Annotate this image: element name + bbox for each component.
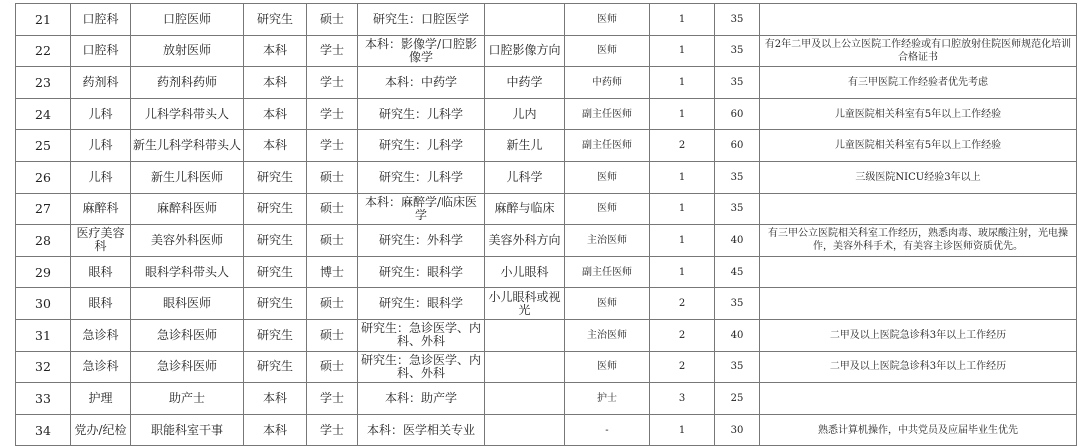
- requirement-cell: 二甲及以上医院急诊科3年以上工作经历: [760, 319, 1077, 351]
- requirement-cell: 二甲及以上医院急诊科3年以上工作经历: [760, 351, 1077, 383]
- age-limit-cell: 40: [715, 319, 760, 351]
- position-cell: 放射医师: [131, 35, 244, 67]
- title-cell: 主治医师: [565, 225, 650, 257]
- degree-cell: 学士: [307, 383, 358, 415]
- headcount-cell: 2: [650, 319, 715, 351]
- major-cell: 研究生：眼科学: [358, 256, 485, 288]
- title-cell: 副主任医师: [565, 256, 650, 288]
- position-cell: 眼科医师: [131, 288, 244, 320]
- degree-cell: 学士: [307, 67, 358, 99]
- position-cell: 麻醉科医师: [131, 193, 244, 225]
- requirement-cell: [760, 193, 1077, 225]
- age-limit-cell: 35: [715, 193, 760, 225]
- recruitment-table: [15, 3, 1077, 446]
- degree-cell: 学士: [307, 414, 358, 446]
- requirement-cell: 三级医院NICU经验3年以上: [760, 161, 1077, 193]
- row-number: 28: [16, 225, 71, 257]
- row-number: 32: [16, 351, 71, 383]
- row-number: 30: [16, 288, 71, 320]
- row-number: 23: [16, 67, 71, 99]
- major-cell: 研究生：外科学: [358, 225, 485, 257]
- position-cell: 职能科室干事: [131, 414, 244, 446]
- row-number: 29: [16, 256, 71, 288]
- department-cell: 党办/纪检: [71, 414, 131, 446]
- major-cell: 研究生：儿科学: [358, 98, 485, 130]
- table-body: [16, 4, 1077, 446]
- direction-cell: 口腔影像方向: [485, 35, 565, 67]
- department-cell: 护理: [71, 383, 131, 415]
- major-cell: 本科：中药学: [358, 67, 485, 99]
- requirement-cell: 有2年二甲及以上公立医院工作经验或有口腔放射住院医师规范化培训合格证书: [760, 35, 1077, 67]
- table-row: [16, 319, 1077, 351]
- major-cell: 本科：助产学: [358, 383, 485, 415]
- position-cell: 急诊科医师: [131, 319, 244, 351]
- position-cell: 急诊科医师: [131, 351, 244, 383]
- major-cell: 研究生：眼科学: [358, 288, 485, 320]
- headcount-cell: 3: [650, 383, 715, 415]
- education-cell: 本科: [244, 35, 307, 67]
- age-limit-cell: 35: [715, 351, 760, 383]
- direction-cell: [485, 383, 565, 415]
- table-row: [16, 98, 1077, 130]
- education-cell: 研究生: [244, 161, 307, 193]
- requirement-cell: 儿童医院相关科室有5年以上工作经验: [760, 130, 1077, 162]
- direction-cell: [485, 319, 565, 351]
- table-row: [16, 383, 1077, 415]
- education-cell: 研究生: [244, 319, 307, 351]
- row-number: 22: [16, 35, 71, 67]
- major-cell: 研究生：儿科学: [358, 130, 485, 162]
- education-cell: 本科: [244, 98, 307, 130]
- title-cell: 医师: [565, 35, 650, 67]
- direction-cell: 麻醉与临床: [485, 193, 565, 225]
- major-cell: 研究生：儿科学: [358, 161, 485, 193]
- degree-cell: 硕士: [307, 161, 358, 193]
- department-cell: 儿科: [71, 130, 131, 162]
- age-limit-cell: 35: [715, 4, 760, 36]
- requirement-cell: 有三甲公立医院相关科室工作经历，熟悉肉毒、玻尿酸注射，光电操作，美容外科手术，有美容主诊医师资质优先。: [760, 225, 1077, 257]
- education-cell: 研究生: [244, 351, 307, 383]
- direction-cell: 美容外科方向: [485, 225, 565, 257]
- education-cell: 研究生: [244, 288, 307, 320]
- major-cell: 研究生：急诊医学、内科、外科: [358, 351, 485, 383]
- requirement-cell: 熟悉计算机操作，中共党员及应届毕业生优先: [760, 414, 1077, 446]
- title-cell: 副主任医师: [565, 130, 650, 162]
- degree-cell: 博士: [307, 256, 358, 288]
- age-limit-cell: 35: [715, 67, 760, 99]
- position-cell: 助产士: [131, 383, 244, 415]
- title-cell: 医师: [565, 161, 650, 193]
- department-cell: 儿科: [71, 161, 131, 193]
- position-cell: 口腔医师: [131, 4, 244, 36]
- requirement-cell: [760, 288, 1077, 320]
- position-cell: 儿科学科带头人: [131, 98, 244, 130]
- headcount-cell: 1: [650, 414, 715, 446]
- table-row: [16, 161, 1077, 193]
- headcount-cell: 1: [650, 256, 715, 288]
- degree-cell: 硕士: [307, 351, 358, 383]
- degree-cell: 硕士: [307, 319, 358, 351]
- table-row: [16, 351, 1077, 383]
- direction-cell: 小儿眼科: [485, 256, 565, 288]
- headcount-cell: 1: [650, 193, 715, 225]
- title-cell: 医师: [565, 4, 650, 36]
- age-limit-cell: 30: [715, 414, 760, 446]
- position-cell: 新生儿科学科带头人: [131, 130, 244, 162]
- direction-cell: 新生儿: [485, 130, 565, 162]
- education-cell: 研究生: [244, 225, 307, 257]
- table-row: [16, 193, 1077, 225]
- position-cell: 药剂科药师: [131, 67, 244, 99]
- headcount-cell: 1: [650, 98, 715, 130]
- row-number: 24: [16, 98, 71, 130]
- direction-cell: 儿内: [485, 98, 565, 130]
- title-cell: 主治医师: [565, 319, 650, 351]
- position-cell: 眼科学科带头人: [131, 256, 244, 288]
- education-cell: 本科: [244, 414, 307, 446]
- department-cell: 药剂科: [71, 67, 131, 99]
- degree-cell: 硕士: [307, 288, 358, 320]
- row-number: 31: [16, 319, 71, 351]
- row-number: 26: [16, 161, 71, 193]
- education-cell: 本科: [244, 130, 307, 162]
- direction-cell: 中药学: [485, 67, 565, 99]
- major-cell: 本科：麻醉学/临床医学: [358, 193, 485, 225]
- position-cell: 新生儿科医师: [131, 161, 244, 193]
- age-limit-cell: 40: [715, 225, 760, 257]
- row-number: 33: [16, 383, 71, 415]
- major-cell: 本科：医学相关专业: [358, 414, 485, 446]
- headcount-cell: 2: [650, 130, 715, 162]
- degree-cell: 硕士: [307, 225, 358, 257]
- table-row: [16, 288, 1077, 320]
- education-cell: 本科: [244, 67, 307, 99]
- department-cell: 眼科: [71, 288, 131, 320]
- table-row: [16, 130, 1077, 162]
- major-cell: 研究生：口腔医学: [358, 4, 485, 36]
- position-cell: 美容外科医师: [131, 225, 244, 257]
- department-cell: 急诊科: [71, 319, 131, 351]
- requirement-cell: [760, 256, 1077, 288]
- education-cell: 本科: [244, 383, 307, 415]
- headcount-cell: 1: [650, 35, 715, 67]
- major-cell: 本科：影像学/口腔影像学: [358, 35, 485, 67]
- title-cell: 医师: [565, 351, 650, 383]
- age-limit-cell: 45: [715, 256, 760, 288]
- headcount-cell: 2: [650, 288, 715, 320]
- major-cell: 研究生：急诊医学、内科、外科: [358, 319, 485, 351]
- title-cell: 中药师: [565, 67, 650, 99]
- headcount-cell: 1: [650, 4, 715, 36]
- requirement-cell: [760, 4, 1077, 36]
- headcount-cell: 1: [650, 161, 715, 193]
- age-limit-cell: 25: [715, 383, 760, 415]
- age-limit-cell: 35: [715, 161, 760, 193]
- headcount-cell: 1: [650, 225, 715, 257]
- direction-cell: [485, 414, 565, 446]
- department-cell: 医疗美容科: [71, 225, 131, 257]
- title-cell: 医师: [565, 288, 650, 320]
- age-limit-cell: 35: [715, 35, 760, 67]
- title-cell: 副主任医师: [565, 98, 650, 130]
- age-limit-cell: 60: [715, 130, 760, 162]
- row-number: 34: [16, 414, 71, 446]
- education-cell: 研究生: [244, 256, 307, 288]
- direction-cell: 小儿眼科或视光: [485, 288, 565, 320]
- degree-cell: 硕士: [307, 4, 358, 36]
- table-row: [16, 4, 1077, 36]
- table-row: [16, 256, 1077, 288]
- age-limit-cell: 60: [715, 98, 760, 130]
- headcount-cell: 2: [650, 351, 715, 383]
- requirement-cell: 有三甲医院工作经验者优先考虑: [760, 67, 1077, 99]
- education-cell: 研究生: [244, 4, 307, 36]
- direction-cell: [485, 4, 565, 36]
- degree-cell: 学士: [307, 35, 358, 67]
- degree-cell: 硕士: [307, 193, 358, 225]
- table-row: [16, 225, 1077, 257]
- row-number: 21: [16, 4, 71, 36]
- age-limit-cell: 35: [715, 288, 760, 320]
- department-cell: 眼科: [71, 256, 131, 288]
- table-row: [16, 67, 1077, 99]
- table-row: [16, 414, 1077, 446]
- row-number: 27: [16, 193, 71, 225]
- headcount-cell: 1: [650, 67, 715, 99]
- requirement-cell: [760, 383, 1077, 415]
- title-cell: 护士: [565, 383, 650, 415]
- direction-cell: 儿科学: [485, 161, 565, 193]
- row-number: 25: [16, 130, 71, 162]
- degree-cell: 学士: [307, 98, 358, 130]
- direction-cell: [485, 351, 565, 383]
- requirement-cell: 儿童医院相关科室有5年以上工作经验: [760, 98, 1077, 130]
- department-cell: 口腔科: [71, 4, 131, 36]
- education-cell: 研究生: [244, 193, 307, 225]
- department-cell: 口腔科: [71, 35, 131, 67]
- department-cell: 麻醉科: [71, 193, 131, 225]
- degree-cell: 学士: [307, 130, 358, 162]
- department-cell: 儿科: [71, 98, 131, 130]
- table-row: [16, 35, 1077, 67]
- department-cell: 急诊科: [71, 351, 131, 383]
- title-cell: 医师: [565, 193, 650, 225]
- title-cell: -: [565, 414, 650, 446]
